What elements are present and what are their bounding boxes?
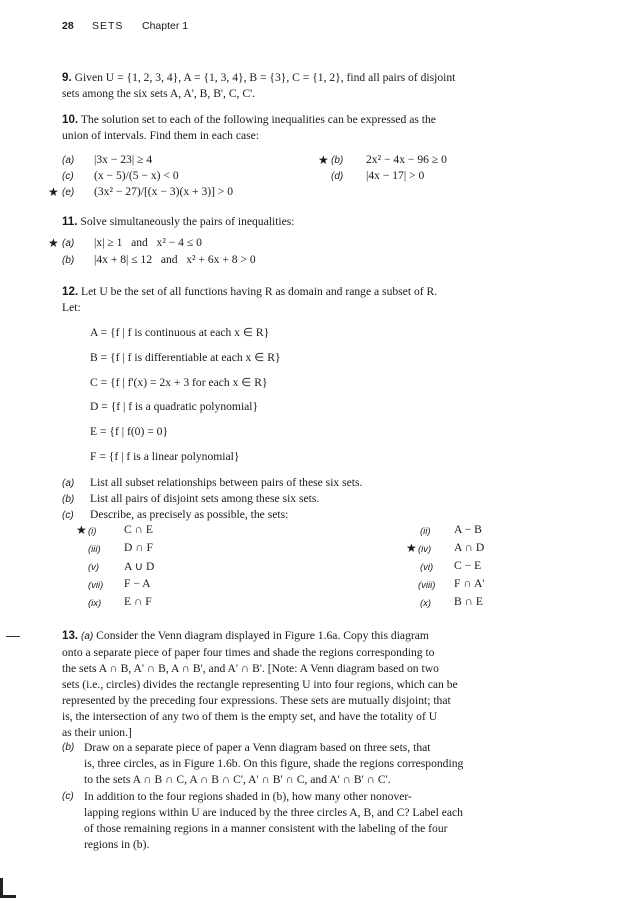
subitem-label: (i) (88, 526, 97, 537)
subitem-expression: A ∪ D (124, 560, 155, 573)
problem-text: regions in (b). (84, 838, 150, 851)
problem-number: 9. (62, 71, 72, 84)
problem-text: is, three circles, as in Figure 1.6b. On this figure, shade the regions corresponding (84, 757, 464, 770)
part-label: (a) (81, 631, 94, 642)
set-definition: D = {f | f is a quadratic polynomial} (90, 400, 259, 413)
item-label: (a) (62, 238, 75, 249)
subitem-expression: E ∩ F (124, 595, 152, 608)
problem-number: 11. (62, 215, 78, 228)
set-definition: F = {f | f is a linear polynomial} (90, 450, 240, 463)
subitem-label: (viii) (418, 580, 436, 591)
inequality: |3x − 23| ≥ 4 (94, 153, 153, 166)
problem-11 (62, 214, 586, 230)
subitem-label: (vi) (420, 562, 434, 573)
problem-text: the sets A ∩ B, A' ∩ B, A ∩ B', and A' ∩ B'. [Note: A Venn diagram based on two (62, 662, 439, 675)
item-label: (e) (62, 187, 75, 198)
part-text: List all subset relationships between pairs of these six sets. (90, 476, 363, 489)
problem-10 (62, 112, 586, 144)
problem-text: represented by the preceding four expressions. These sets are mutually disjoint; that (62, 694, 451, 707)
problem-text: Given U = {1, 2, 3, 4}, A = {1, 3, 4}, B = {3}, C = {1, 2}, find all pairs of disjoint (74, 71, 456, 84)
problem-text: sets among the six sets A, A', B, B', C, C'. (62, 87, 256, 100)
part-text: List all pairs of disjoint sets among these six sets. (90, 492, 320, 505)
subitem-expression: F ∩ A' (454, 577, 485, 590)
inequality-pair: |x| ≥ 1 and x² − 4 ≤ 0 (94, 236, 202, 249)
problem-12 (62, 284, 586, 316)
subitem-label: (vii) (88, 580, 104, 591)
part-label: (b) (62, 494, 75, 505)
part-text: Describe, as precisely as possible, the sets: (90, 508, 289, 521)
subitem-label: (iv) (418, 544, 432, 555)
subitem-label: (iii) (88, 544, 101, 555)
problem-text: In addition to the four regions shaded in (b), how many other nonover- (84, 790, 412, 803)
problem-text: Consider the Venn diagram displayed in Figure 1.6a. Copy this diagram (96, 629, 429, 642)
problem-text: onto a separate piece of paper four times and shade the regions corresponding to (62, 646, 435, 659)
problem-text: to the sets A ∩ B ∩ C, A ∩ B ∩ C', A' ∩ B' ∩ C, and A' ∩ B' ∩ C'. (84, 773, 391, 786)
subitem-expression: A − B (454, 523, 482, 536)
set-definition: E = {f | f(0) = 0} (90, 425, 169, 438)
problem-text: Draw on a separate piece of paper a Venn diagram based on three sets, that (84, 741, 431, 754)
problem-text: as their union.] (62, 726, 132, 739)
star-icon: ★ (406, 541, 417, 555)
part-label: (c) (62, 510, 74, 521)
part-label: (a) (62, 478, 75, 489)
problem-text: The solution set to each of the following inequalities can be expressed as the (80, 113, 436, 126)
problem-9 (62, 70, 586, 102)
subitem-expression: C ∩ E (124, 523, 153, 536)
margin-mark (6, 636, 20, 637)
chapter-label: Chapter 1 (142, 20, 189, 32)
problem-text: is, the intersection of any two of them is the empty set, and have the totality of U (62, 710, 438, 723)
subitem-expression: D ∩ F (124, 541, 153, 554)
star-icon: ★ (48, 185, 59, 199)
running-title: SETS (92, 20, 124, 32)
problem-number: 12. (62, 285, 79, 298)
set-definition: C = {f | f'(x) = 2x + 3 for each x ∈ R} (90, 376, 268, 389)
item-label: (a) (62, 155, 75, 166)
subitem-expression: B ∩ E (454, 595, 483, 608)
part-label: (c) (62, 791, 74, 802)
inequality: 2x² − 4x − 96 ≥ 0 (366, 153, 447, 166)
subitem-label: (x) (420, 598, 432, 609)
subitem-expression: A ∩ D (454, 541, 485, 554)
problem-text: sets (i.e., circles) divides the rectangle representing U into four regions, which can be (62, 678, 458, 691)
problem-13b (84, 740, 586, 788)
subitem-label: (ix) (88, 598, 102, 609)
item-label: (b) (62, 255, 75, 266)
item-label: (b) (331, 155, 344, 166)
star-icon: ★ (318, 153, 329, 167)
problem-text: of those remaining regions in a manner consistent with the labeling of the four (84, 822, 448, 835)
set-definition: A = {f | f is continuous at each x ∈ R} (90, 326, 270, 339)
problem-text: union of intervals. Find them in each case: (62, 129, 260, 142)
problem-text: Let U be the set of all functions having R as domain and range a subset of R. (81, 285, 438, 298)
part-label: (b) (62, 742, 75, 753)
problem-text: Solve simultaneously the pairs of inequalities: (80, 215, 295, 228)
inequality: (3x² − 27)/[(x − 3)(x + 3)] > 0 (94, 185, 234, 198)
inequality: |4x − 17| > 0 (366, 169, 425, 182)
subitem-expression: F − A (124, 577, 151, 590)
subitem-expression: C − E (454, 559, 482, 572)
problem-text: lapping regions within U are induced by the three circles A, B, and C? Label each (84, 806, 463, 819)
subitem-label: (ii) (420, 526, 431, 537)
problem-number: 13. (62, 629, 79, 642)
inequality: (x − 5)/(5 − x) < 0 (94, 169, 179, 182)
item-label: (d) (331, 171, 344, 182)
star-icon: ★ (76, 523, 87, 537)
subitem-label: (v) (88, 562, 100, 573)
problem-number: 10. (62, 113, 79, 126)
problem-text: Let: (62, 301, 81, 314)
set-definition: B = {f | f is differentiable at each x ∈ R} (90, 351, 281, 364)
page-number: 28 (62, 20, 74, 32)
inequality-pair: |4x + 8| ≤ 12 and x² + 6x + 8 > 0 (94, 253, 256, 266)
star-icon: ★ (48, 236, 59, 250)
problem-13 (62, 628, 586, 741)
problem-13c (84, 789, 586, 853)
item-label: (c) (62, 171, 74, 182)
